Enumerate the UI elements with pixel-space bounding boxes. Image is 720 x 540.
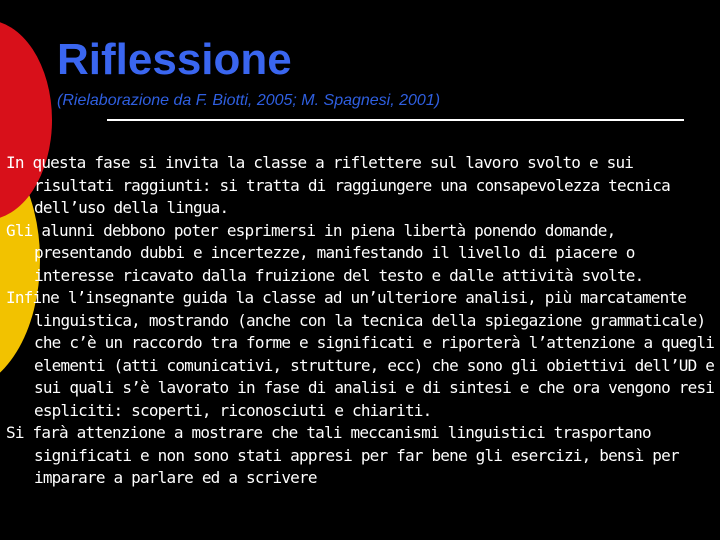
paragraph-reflection-phase: In questa fase si invita la classe a riflettere sul lavoro svolto e sui risultati raggiunti: si tratta di raggiungere una consapevolezza tecnica dell’uso della lingua. — [6, 153, 670, 217]
slide-title: Riflessione — [57, 35, 292, 84]
paragraph-mechanisms: Si farà attenzione a mostrare che tali meccanismi linguistici trasportano significati e non sono stati appresi per far bene gli esercizi, bensì per imparare a parlare ed a scrivere — [6, 423, 679, 487]
slide-subtitle: (Rielaborazione da F. Biotti, 2005; M. Spagnesi, 2001) — [57, 92, 441, 109]
title-divider — [107, 119, 684, 121]
slide-body — [6, 152, 716, 490]
paragraph-students-expression: Gli alunni debbono poter esprimersi in piena libertà ponendo domande, presentando dubbi e incertezze, manifestando il livello di piacere o interesse ricavato dalla fruizione del testo e dalle attività svolte. — [6, 220, 644, 285]
paragraph-teacher-analysis: Infine l’insegnante guida la classe ad un’ulteriore analisi, più marcatamente linguistica, mostrando (anche con la tecnica della spiegazione grammaticale) che c’è un raccordo tra forme e significati e riporterà l’attenzione a quegli elementi (atti comunicativi, strutture, ecc) che sono gli obiettivi dell’UD e sui quali s’è lavorato in fase di analisi e di sintesi e che ora vengono resi espliciti: scoperti, riconosciuti e chiariti. — [6, 288, 715, 420]
